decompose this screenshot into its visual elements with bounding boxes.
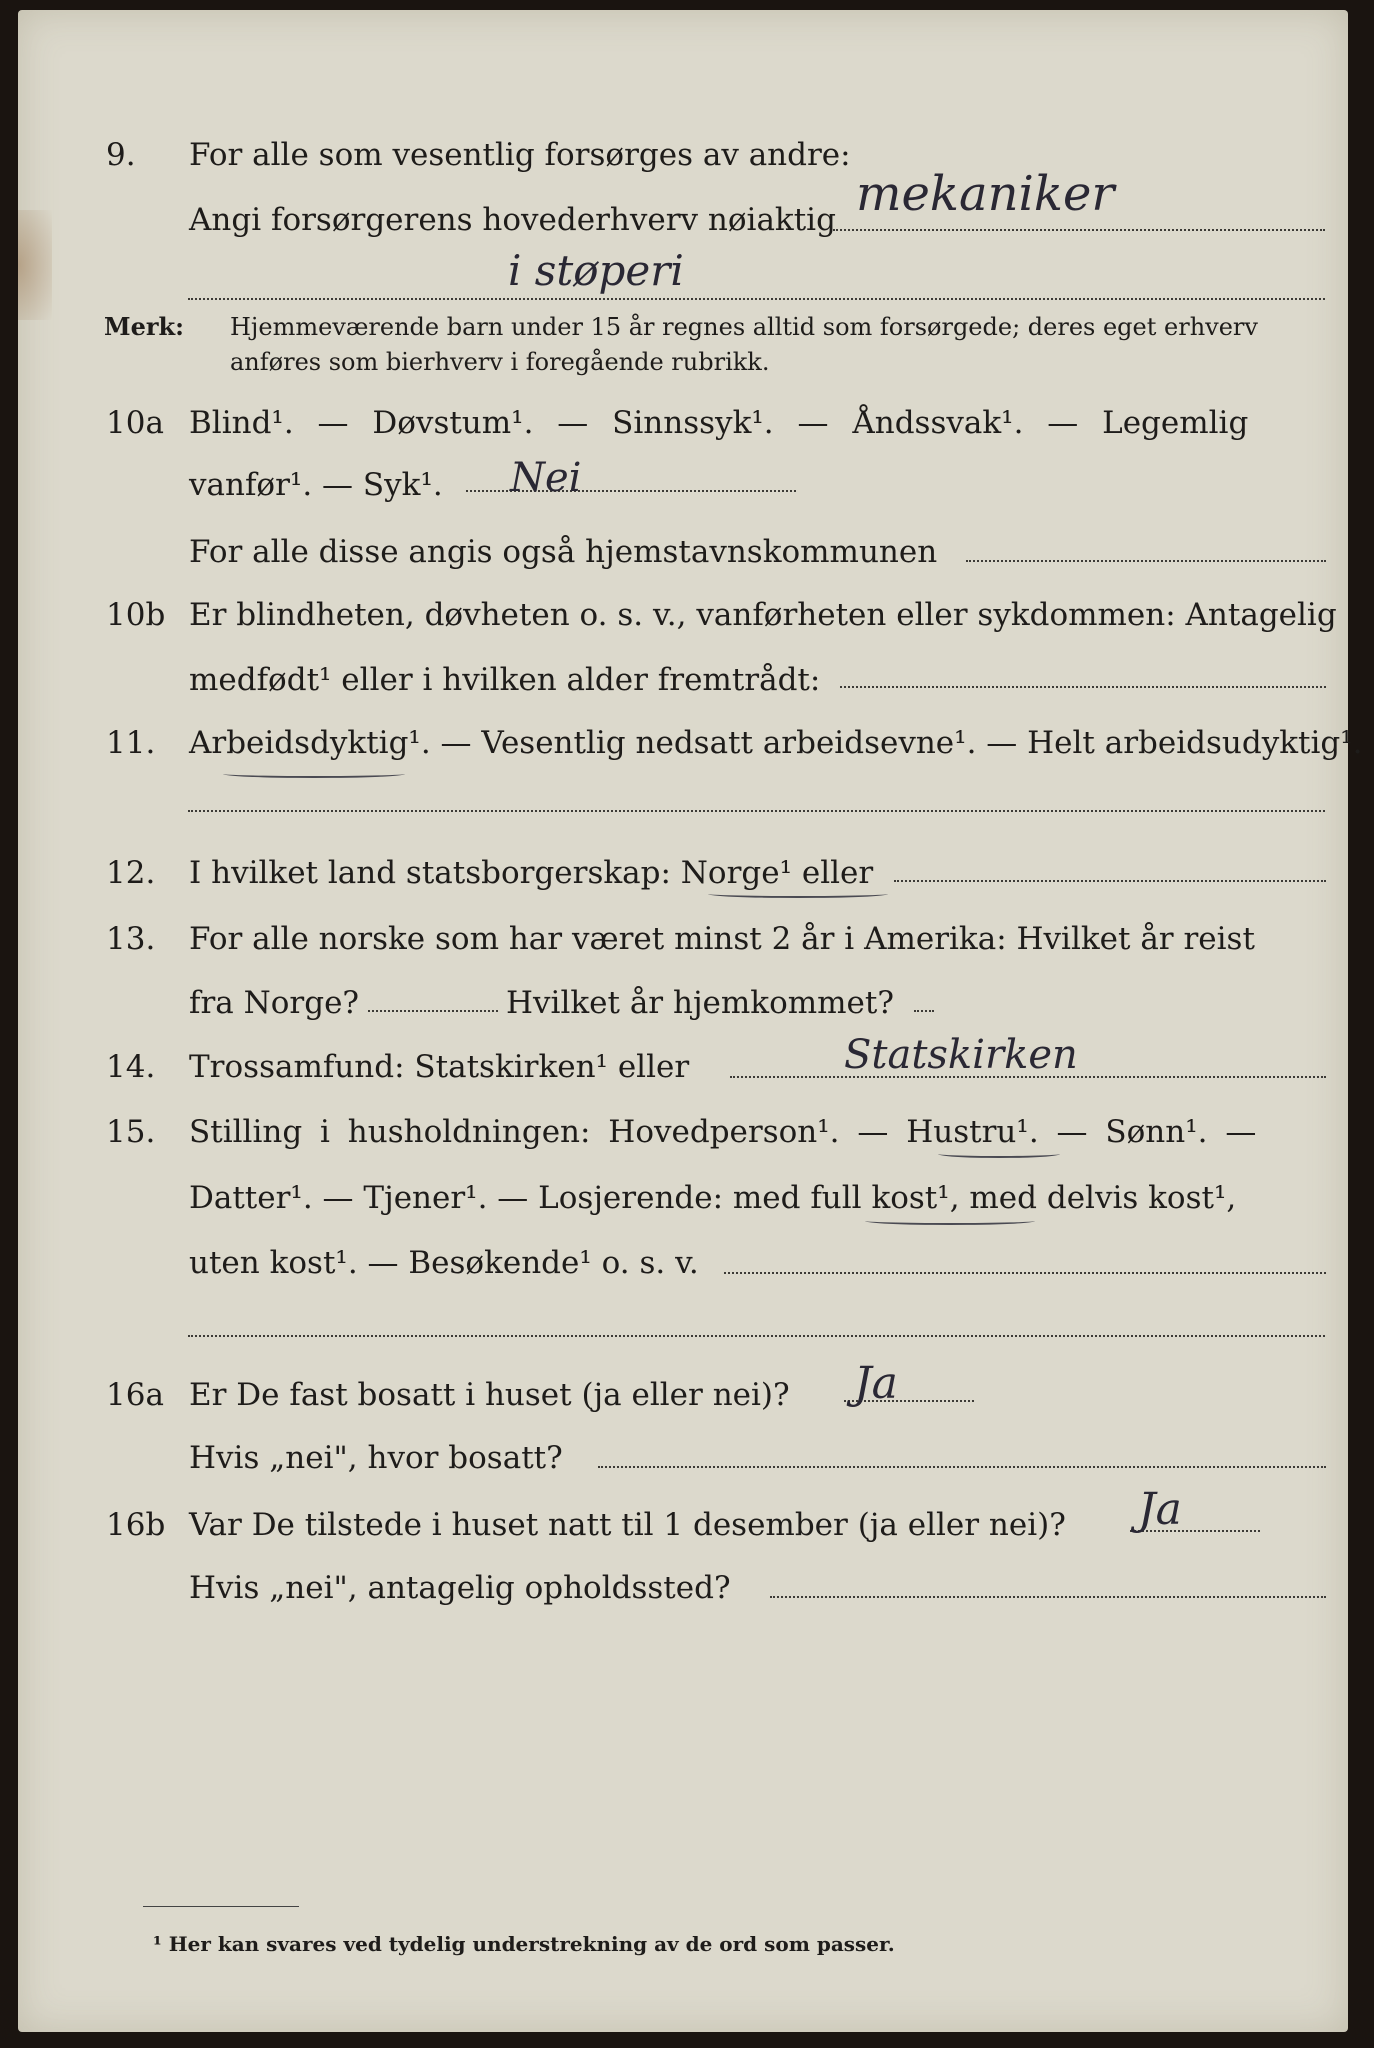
item-16a-residence-line <box>598 1466 1326 1468</box>
note-line1: Hjemmeværende barn under 15 år regnes alltid som forsørgede; deres eget erhverv <box>230 313 1258 341</box>
item-13-left-year-line <box>368 1010 498 1012</box>
item-15-underline-hustru <box>938 1150 1060 1158</box>
item-15-line2: Datter¹. — Tjener¹. — Losjerende: med full kost¹, med delvis kost¹, <box>189 1180 1237 1216</box>
item-10a-line1: Blind¹. — Døvstum¹. — Sinnssyk¹. — Åndssvak¹. — Legemlig <box>189 405 1249 441</box>
item-14-number: 14. <box>106 1049 156 1085</box>
item-15-answer-line-2 <box>188 1335 1325 1337</box>
item-16b-line2: Hvis „nei", antagelig opholdssted? <box>189 1570 731 1606</box>
item-9-answer-line <box>833 229 1325 231</box>
item-10a-line3: For alle disse angis også hjemstavnskommunen <box>189 534 938 570</box>
item-16b-answer: Ja <box>1138 1484 1182 1535</box>
item-13-line2b: Hvilket år hjemkommet? <box>506 985 894 1021</box>
item-10a-answer: Nei <box>510 455 582 501</box>
item-11-number: 11. <box>106 725 156 761</box>
item-15-underline-fullkost <box>865 1217 1035 1225</box>
item-13-return-year-line <box>914 1010 934 1012</box>
footnote: ¹ Her kan svares ved tydelig understrekning av de ord som passer. <box>153 1932 895 1956</box>
item-12-answer-line <box>894 880 1326 882</box>
item-15-answer-line <box>724 1272 1326 1274</box>
note-label: Merk: <box>104 312 184 341</box>
item-9-answer-workplace: i støperi <box>508 246 684 295</box>
item-9-line1: For alle som vesentlig forsørges av andre: <box>189 137 851 173</box>
item-10b-line2: medfødt¹ eller i hvilken alder fremtrådt: <box>189 662 821 698</box>
item-10a-line2: vanfør¹. — Syk¹. <box>189 467 443 503</box>
item-9-line2: Angi forsørgerens hovederhverv nøiaktig <box>189 202 836 238</box>
item-12-underline-mark <box>708 890 888 898</box>
item-13-line2a: fra Norge? <box>189 985 360 1021</box>
item-15-line3: uten kost¹. — Besøkende¹ o. s. v. <box>189 1245 699 1281</box>
item-10b-answer-line <box>840 686 1326 688</box>
item-11-underline-mark <box>223 770 405 778</box>
item-13-number: 13. <box>106 921 156 957</box>
item-15-line1: Stilling i husholdningen: Hovedperson¹. — Hustru¹. — Sønn¹. — <box>189 1114 1257 1150</box>
item-16a-number: 16a <box>106 1377 164 1413</box>
item-12-line1: I hvilket land statsborgerskap: Norge¹ eller <box>189 855 874 891</box>
item-16a-line2: Hvis „nei", hvor bosatt? <box>189 1440 563 1476</box>
item-16b-number: 16b <box>106 1507 166 1543</box>
footnote-rule <box>143 1906 299 1907</box>
item-11-answer-line <box>188 810 1325 812</box>
item-11-line1: Arbeidsdyktig¹. — Vesentlig nedsatt arbeidsevne¹. — Helt arbeidsudyktig¹. <box>189 725 1363 761</box>
item-14-answer: Statskirken <box>844 1032 1078 1078</box>
item-16b-line1: Var De tilstede i huset natt til 1 desember (ja eller nei)? <box>189 1507 1066 1543</box>
item-16a-line1: Er De fast bosatt i huset (ja eller nei)? <box>189 1377 790 1413</box>
item-10b-line1: Er blindheten, døvheten o. s. v., vanførheten eller sykdommen: Antagelig <box>189 597 1337 633</box>
paper-stain <box>18 210 52 320</box>
item-10b-number: 10b <box>106 597 166 633</box>
item-14-line1: Trossamfund: Statskirken¹ eller <box>189 1049 690 1085</box>
item-16b-location-line <box>770 1596 1326 1598</box>
item-9-number: 9. <box>106 137 136 173</box>
item-12-number: 12. <box>106 855 156 891</box>
census-form-page <box>18 10 1363 2032</box>
item-9-answer-line-2 <box>188 298 1325 300</box>
item-10a-number: 10a <box>106 405 164 441</box>
item-13-line1: For alle norske som har været minst 2 år i Amerika: Hvilket år reist <box>189 921 1255 957</box>
item-9-answer-occupation: mekaniker <box>856 166 1115 222</box>
item-16a-answer: Ja <box>854 1358 898 1409</box>
note-line2: anføres som bierhverv i foregående rubrikk. <box>230 348 770 376</box>
item-15-number: 15. <box>106 1114 156 1150</box>
item-10a-municipality-line <box>966 560 1326 562</box>
